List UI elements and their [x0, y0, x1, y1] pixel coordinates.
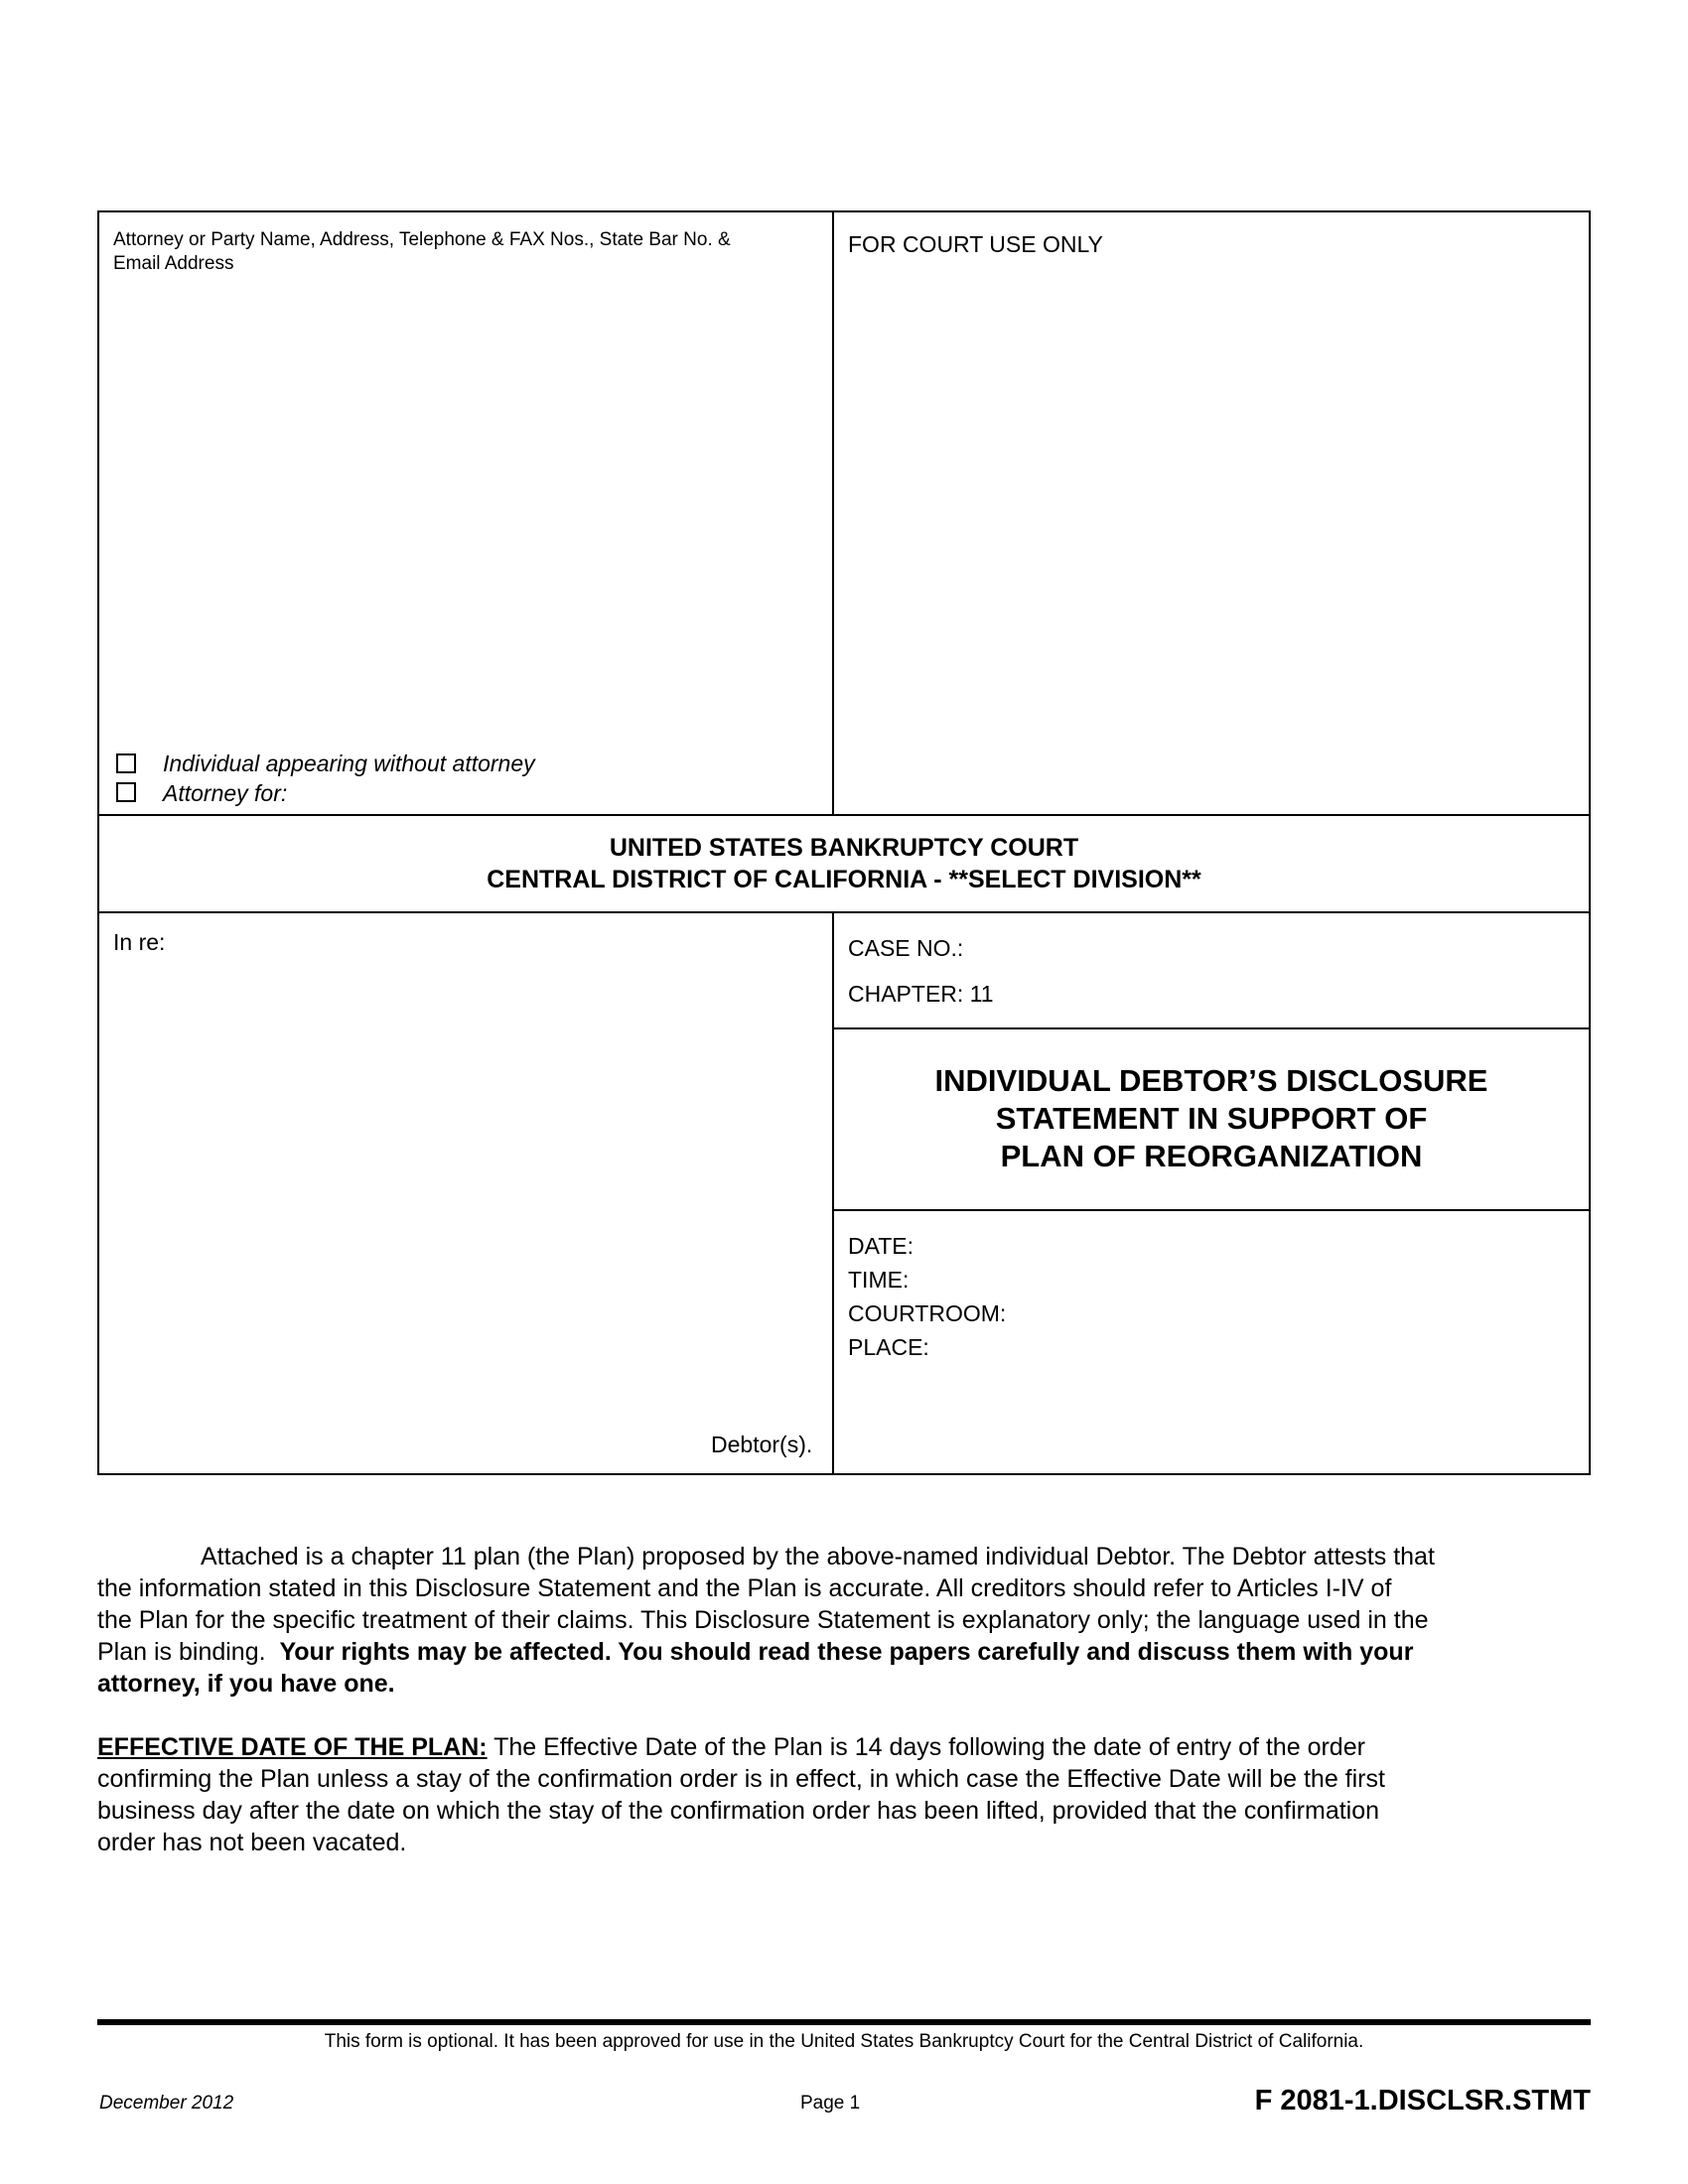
- table-divider-case: [97, 911, 1591, 913]
- footer-page: Page 1: [800, 2093, 861, 2114]
- intro-line-4: Plan is binding. Your rights may be affected. You should read these papers carefully and discuss them with your: [97, 1638, 1414, 1666]
- table-middle-upper: [832, 210, 834, 816]
- attorney-label: [113, 228, 731, 276]
- footer-form-id: F 2081-1.DISCLSR.STMT: [1254, 2085, 1591, 2116]
- effective-line-4: order has not been vacated.: [97, 1829, 407, 1856]
- date-label: DATE:: [848, 1233, 914, 1259]
- table-divider-chapter: [834, 1027, 1591, 1029]
- intro-line-2: the information stated in this Disclosure Statement and the Plan is accurate. All creditors should refer to Articles I-IV of: [97, 1574, 1392, 1602]
- table-right-border: [1589, 210, 1591, 1475]
- table-bottom-border: [97, 1473, 1591, 1475]
- table-middle-lower: [832, 911, 834, 1475]
- effective-date-paragraph: [97, 1731, 1597, 1858]
- attorney-label-line2: Email Address: [113, 253, 234, 274]
- footer-rule: [97, 2019, 1591, 2025]
- individual-checkbox[interactable]: [116, 753, 136, 773]
- document-title: [834, 1062, 1589, 1175]
- case-no-label: CASE NO.:: [848, 935, 964, 961]
- attorney-for-label: Attorney for:: [163, 780, 288, 806]
- in-re-label: In re:: [113, 929, 166, 955]
- table-divider-court: [97, 814, 1591, 816]
- court-use-label: FOR COURT USE ONLY: [848, 231, 1103, 257]
- place-label: PLACE:: [848, 1334, 929, 1360]
- title-line-3: PLAN OF REORGANIZATION: [1000, 1139, 1423, 1173]
- intro-paragraph: [97, 1541, 1597, 1700]
- hearing-info: [848, 1229, 1006, 1364]
- title-line-1: INDIVIDUAL DEBTOR’S DISCLOSURE: [934, 1063, 1488, 1098]
- attorney-label-line1: Attorney or Party Name, Address, Telephone & FAX Nos., State Bar No. &: [113, 229, 731, 250]
- intro-line-5: attorney, if you have one.: [97, 1670, 395, 1698]
- court-name: UNITED STATES BANKRUPTCY COURT: [609, 834, 1079, 862]
- debtors-label: Debtor(s).: [711, 1432, 813, 1457]
- courtroom-label: COURTROOM:: [848, 1300, 1007, 1326]
- attorney-for-checkbox[interactable]: [116, 782, 136, 802]
- court-district: CENTRAL DISTRICT OF CALIFORNIA - **SELECT DIVISION**: [487, 866, 1201, 893]
- footer-notice: This form is optional. It has been approved for use in the United States Bankruptcy Court for the Central District of California.: [324, 2031, 1364, 2052]
- intro-line-1: Attached is a chapter 11 plan (the Plan) proposed by the above-named individual Debtor. The Debtor attests that: [201, 1543, 1435, 1570]
- time-label: TIME:: [848, 1267, 910, 1293]
- effective-line-2: confirming the Plan unless a stay of the confirmation order is in effect, in which case the Effective Date will be the first: [97, 1765, 1385, 1793]
- table-divider-title: [834, 1209, 1591, 1211]
- table-top-border: [97, 210, 1591, 212]
- court-heading: [99, 832, 1589, 895]
- effective-line-1: EFFECTIVE DATE OF THE PLAN: The Effective Date of the Plan is 14 days following the date of entry of the order: [97, 1733, 1365, 1761]
- individual-checkbox-label: Individual appearing without attorney: [163, 751, 535, 776]
- chapter-label: CHAPTER: 11: [848, 981, 994, 1007]
- title-line-2: STATEMENT IN SUPPORT OF: [995, 1101, 1428, 1136]
- effective-date-heading: EFFECTIVE DATE OF THE PLAN:: [97, 1733, 488, 1761]
- intro-line-3: the Plan for the specific treatment of their claims. This Disclosure Statement is explanatory only; the language used in the: [97, 1606, 1429, 1634]
- effective-line-3: business day after the date on which the stay of the confirmation order has been lifted, provided that the confirmation: [97, 1797, 1380, 1825]
- footer-date: December 2012: [99, 2093, 234, 2114]
